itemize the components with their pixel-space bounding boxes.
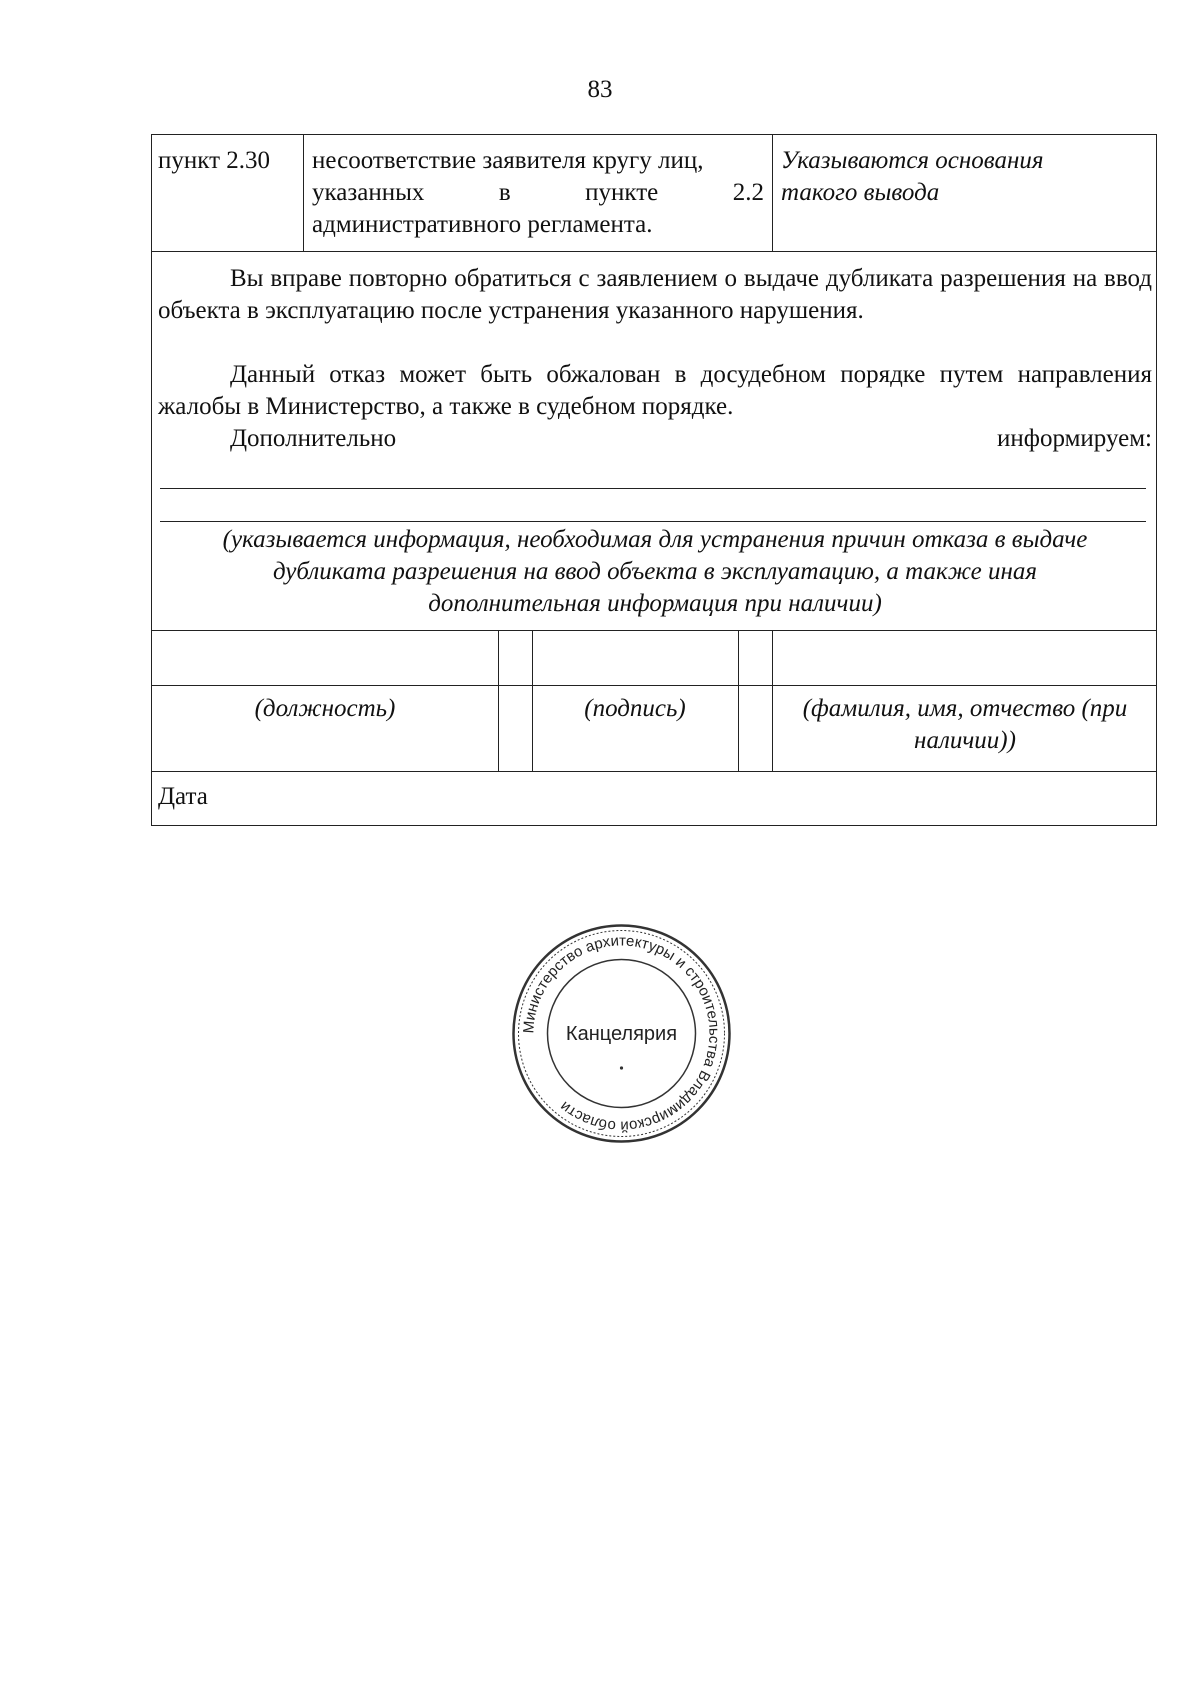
stamp-ring-text: Министерство архитектуры и строительства Владимирской области xyxy=(520,932,723,1135)
instruction-note-line: дубликата разрешения на ввод объекта в эксплуатацию, а также иная xyxy=(272,558,1037,585)
appeal-paragraph xyxy=(158,359,1152,423)
refusal-reason xyxy=(312,145,764,241)
refusal-explanation-line: Указываются основания xyxy=(781,147,1044,174)
refusal-explanation xyxy=(781,145,1151,209)
column-divider xyxy=(738,630,739,771)
instruction-note xyxy=(158,524,1152,620)
resubmission-text: Вы вправе повторно обратиться с заявлением о выдаче дубликата разрешения на ввод объекта в эксплуатацию после устранения указанного нарушения. xyxy=(158,265,1152,324)
row-divider xyxy=(152,630,1156,631)
page-number: 83 xyxy=(587,76,613,103)
refusal-form-table xyxy=(151,134,1157,826)
resubmission-paragraph xyxy=(158,263,1152,327)
fill-in-line xyxy=(160,488,1146,489)
refusal-reason-word: пункте xyxy=(585,179,659,206)
clause-reference: пункт 2.30 xyxy=(158,147,270,174)
column-divider xyxy=(772,135,773,251)
appeal-text: Данный отказ может быть обжалован в досудебном порядке путем направления жалобы в Министерство, а также в судебном порядке. xyxy=(158,361,1152,420)
full-name-label xyxy=(772,693,1158,757)
fill-in-line xyxy=(160,521,1146,522)
date-label: Дата xyxy=(158,783,208,810)
office-stamp xyxy=(509,921,734,1146)
stamp-center-text: Канцелярия xyxy=(565,1023,678,1045)
refusal-reason-word: указанных xyxy=(312,179,425,206)
additional-info-line xyxy=(158,423,1152,455)
position-label: (должность) xyxy=(254,695,396,722)
row-divider xyxy=(152,771,1156,772)
refusal-reason-line xyxy=(312,177,764,209)
refusal-reason-word: 2.2 xyxy=(732,179,764,206)
instruction-note-line: (указывается информация, необходимая для устранения причин отказа в выдаче xyxy=(222,526,1088,553)
signature-line xyxy=(152,685,1156,686)
instruction-note-line: дополнительная информация при наличии) xyxy=(428,590,882,617)
refusal-reason-line: административного регламента. xyxy=(312,211,653,238)
row-divider xyxy=(152,251,1156,252)
column-divider xyxy=(498,630,499,771)
full-name-label-line: наличии)) xyxy=(914,727,1016,754)
signature-label: (подпись) xyxy=(584,695,686,722)
column-divider xyxy=(303,135,304,251)
additional-info-label: Дополнительно xyxy=(230,425,397,452)
full-name-label-line: (фамилия, имя, отчество (при xyxy=(802,695,1128,722)
refusal-reason-word: в xyxy=(498,179,511,206)
stamp-center-dot xyxy=(620,1066,623,1069)
refusal-explanation-line: такого вывода xyxy=(781,179,940,206)
refusal-reason-line: несоответствие заявителя кругу лиц, xyxy=(312,147,704,174)
additional-info-label-end: информируем: xyxy=(997,425,1152,452)
